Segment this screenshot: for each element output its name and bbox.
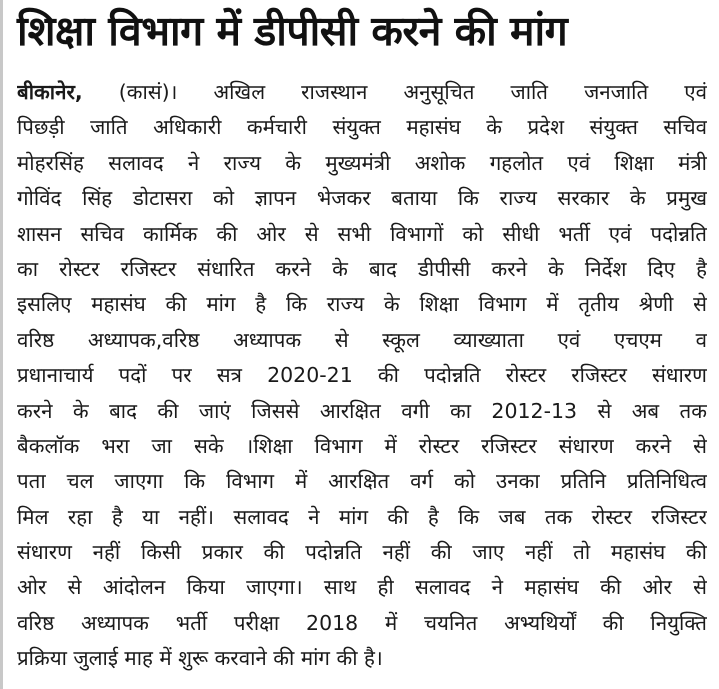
article-line-11: बैकलॉक भरा जा सके ।शिक्षा विभाग में रोस्टर रजिस्टर संधारण करने से xyxy=(17,433,707,458)
article-line-7: इसलिए महासंघ की मांग है कि राज्य के शिक्षा विभाग में तृतीय श्रेणी से xyxy=(17,292,707,317)
article-line-8: वरिष्ठ अध्यापक,वरिष्ठ अध्यापक से स्कूल व्याख्याता एवं एचएम व xyxy=(17,327,707,352)
article-line-14: संधारण नहीं किसी प्रकार की पदोन्नति नहीं की जाए नहीं तो महासंघ की xyxy=(17,540,707,565)
article-line-16: वरिष्ठ अध्यापक भर्ती परीक्षा 2018 में चयनित अभ्यथिर्यों की नियुक्ति xyxy=(17,610,707,635)
article-line-3: मोहरसिंह सलावद ने राज्य के मुख्यमंत्री अशोक गहलोत एवं शिक्षा मंत्री xyxy=(17,150,707,175)
article-line-12: पता चल जाएगा कि विभाग में आरक्षित वर्ग को उनका प्रतिनि प्रतिनिधित्व xyxy=(17,469,707,494)
article-line-5: शासन सचिव कार्मिक की ओर से सभी विभागों को सीधी भर्ती एवं पदोन्नति xyxy=(17,221,707,246)
article-line-1-text: (कासं)। अखिल राजस्थान अनुसूचित जाति जनजाति एवं xyxy=(118,80,707,104)
article-line-15: ओर से आंदोलन किया जाएगा। साथ ही सलावद ने महासंघ की ओर से xyxy=(17,575,707,600)
article-line-10: करने के बाद की जाएं जिससे आरक्षित वगी का 2012-13 से अब तक xyxy=(17,398,707,423)
article-line-13: मिल रहा है या नहीं। सलावद ने मांग की है कि जब तक रोस्टर रजिस्टर xyxy=(17,504,707,529)
article-line-6: का रोस्टर रजिस्टर संधारित करने के बाद डीपीसी करने के निर्देश दिए है xyxy=(17,256,707,281)
article-body xyxy=(17,75,707,677)
article-headline: शिक्षा विभाग में डीपीसी करने की मांग xyxy=(17,7,568,55)
article-line-1 xyxy=(17,75,707,110)
article-line-17: प्रक्रिया जुलाई माह में शुरू करवाने की मांग की है। xyxy=(17,646,383,671)
article-dateline: बीकानेर, xyxy=(17,80,83,104)
article-line-4: गोविंद सिंह डोटासरा को ज्ञापन भेजकर बताया कि राज्य सरकार के प्रमुख xyxy=(17,186,707,211)
article-line-9: प्रधानाचार्य पदों पर सत्र 2020-21 की पदोन्नति रोस्टर रजिस्टर संधारण xyxy=(17,363,707,388)
article-line-2: पिछड़ी जाति अधिकारी कर्मचारी संयुक्त महासंघ के प्रदेश संयुक्त सचिव xyxy=(17,115,707,140)
